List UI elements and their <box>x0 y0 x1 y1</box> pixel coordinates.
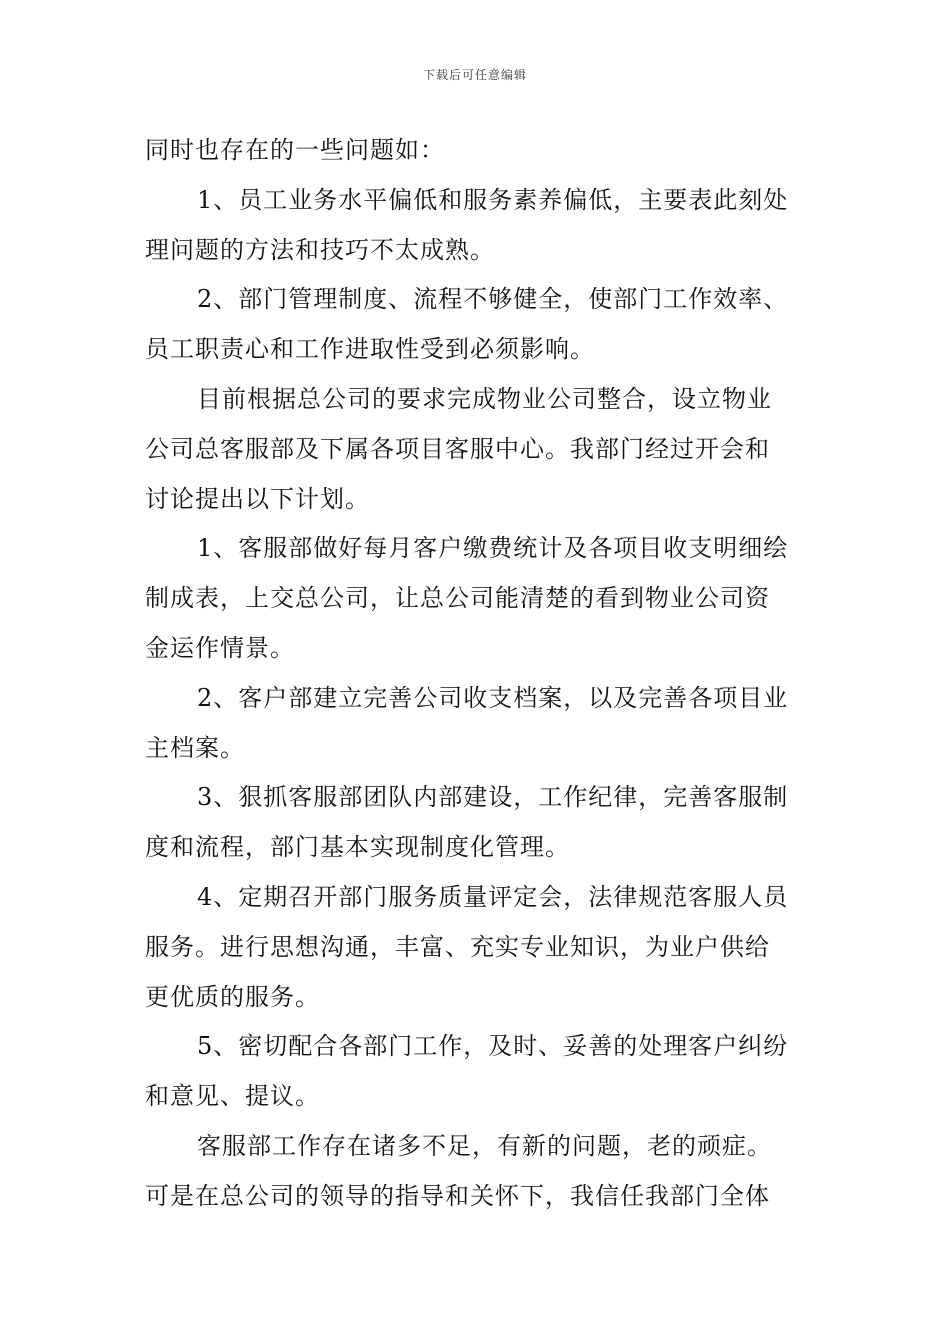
text-line: 主档案。 <box>145 733 245 762</box>
text-line: 3、狠抓客服部团队内部建设，工作纪律，完善客服制 <box>197 783 789 812</box>
text-line: 金运作情景。 <box>145 633 295 662</box>
text-line: 更优质的服务。 <box>145 982 320 1011</box>
document-body <box>145 126 810 1222</box>
text-line: 目前根据总公司的要求完成物业公司整合，设立物业 <box>197 384 772 413</box>
text-line: 和意见、提议。 <box>145 1082 320 1111</box>
text-line: 1、客服部做好每月客户缴费统计及各项目收支明细绘 <box>197 534 789 563</box>
text-line: 理问题的方法和技巧不太成熟。 <box>145 235 495 264</box>
text-line: 同时也存在的一些问题如： <box>145 136 445 164</box>
text-line: 员工职责心和工作进取性受到必须影响。 <box>145 335 595 364</box>
header-note: 下载后可任意编辑 <box>422 68 527 82</box>
text-line: 1、员工业务水平偏低和服务素养偏低，主要表此刻处 <box>197 185 789 214</box>
text-line: 公司总客服部及下属各项目客服中心。我部门经过开会和 <box>145 434 770 463</box>
text-line: 制成表，上交总公司，让总公司能清楚的看到物业公司资 <box>145 584 770 613</box>
text-line: 服务。进行思想沟通，丰富、充实专业知识，为业户供给 <box>145 932 770 961</box>
text-line: 2、客户部建立完善公司收支档案，以及完善各项目业 <box>197 683 789 712</box>
text-line: 5、密切配合各部门工作，及时、妥善的处理客户纠纷 <box>197 1032 789 1061</box>
text-line: 客服部工作存在诸多不足，有新的问题，老的顽症。 <box>197 1131 772 1160</box>
text-line: 2、部门管理制度、流程不够健全，使部门工作效率、 <box>197 285 789 314</box>
text-line: 可是在总公司的领导的指导和关怀下，我信任我部门全体 <box>145 1181 770 1210</box>
text-line: 4、定期召开部门服务质量评定会，法律规范客服人员 <box>197 882 789 911</box>
text-line: 讨论提出以下计划。 <box>145 484 370 513</box>
text-line: 度和流程，部门基本实现制度化管理。 <box>145 833 570 862</box>
